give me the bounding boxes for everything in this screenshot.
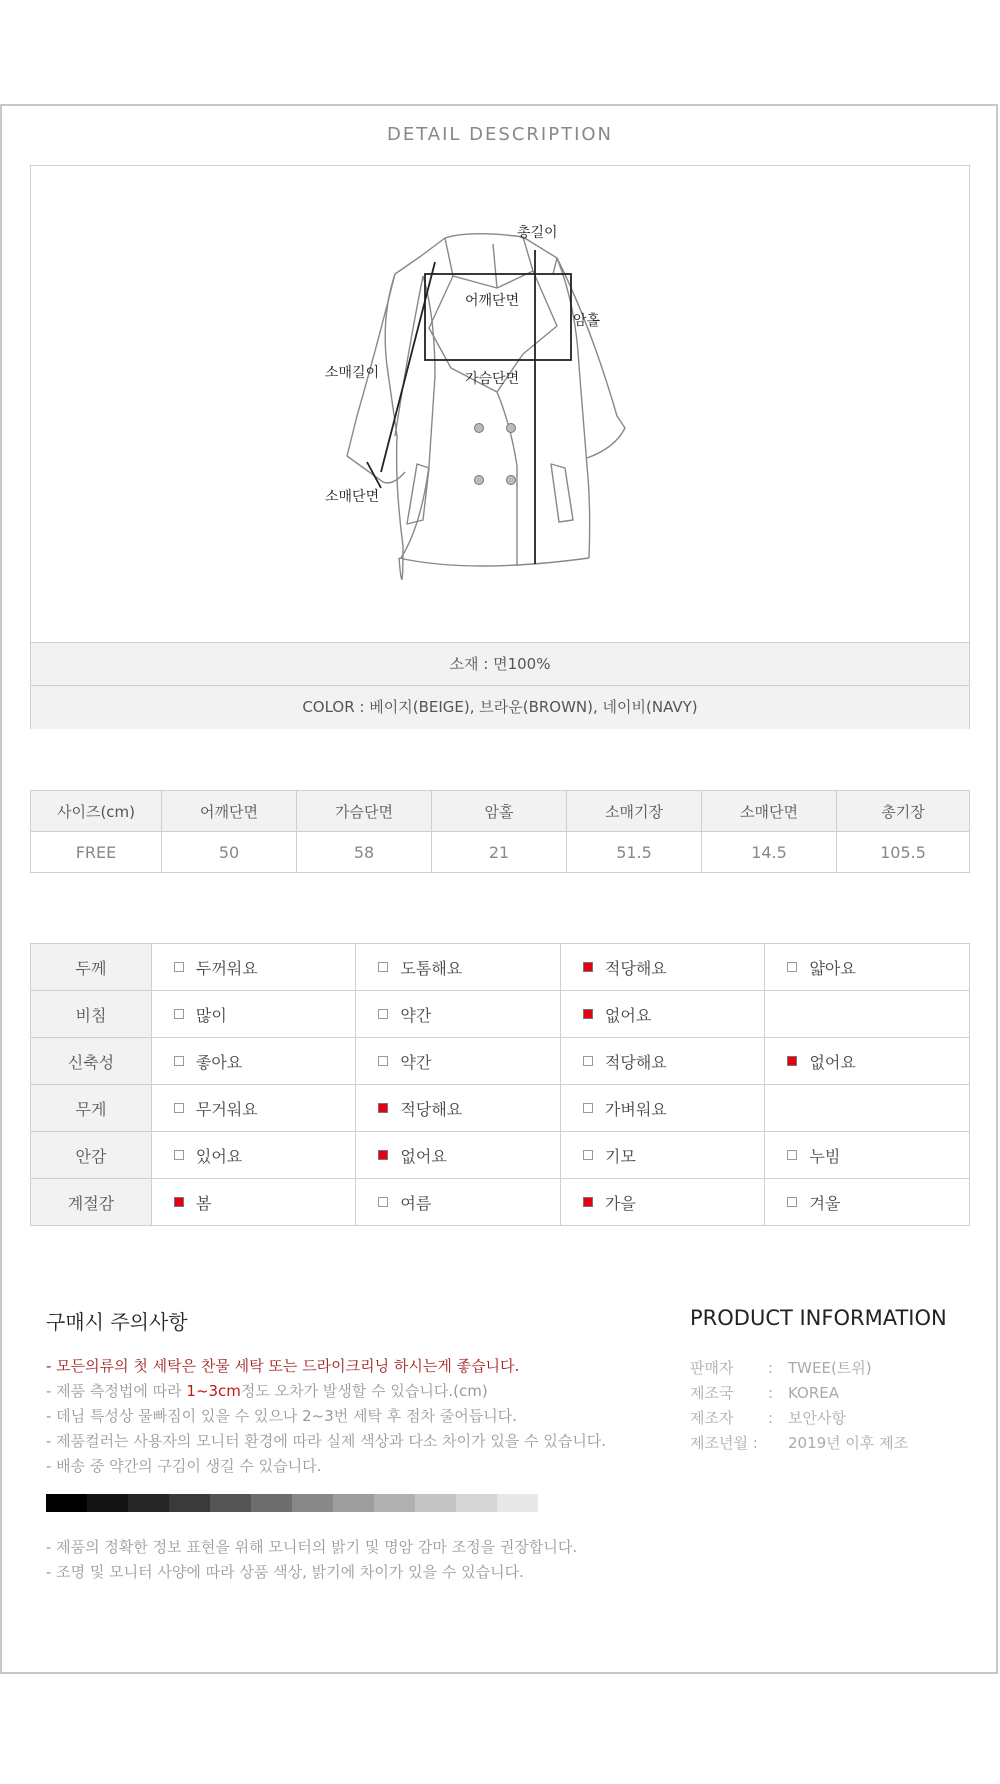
unchecked-checkbox[interactable] [378, 962, 388, 972]
color-row: COLOR : 베이지(BEIGE), 브라운(BROWN), 네이비(NAVY) [31, 685, 969, 729]
unchecked-checkbox[interactable] [174, 1103, 184, 1113]
attribute-option [560, 1038, 765, 1085]
checked-checkbox[interactable] [583, 1009, 593, 1019]
notice-item: - 조명 및 모니터 사양에 따라 상품 색상, 밝기에 차이가 있을 수 있습니다. [46, 1563, 524, 1581]
size-header-cell: 암홀 [432, 791, 567, 832]
unchecked-checkbox[interactable] [378, 1056, 388, 1066]
attribute-option [560, 1132, 765, 1179]
size-cell: 58 [297, 832, 432, 873]
unchecked-checkbox[interactable] [174, 1056, 184, 1066]
attribute-option [560, 1179, 765, 1226]
attribute-option-label: 적당해요 [604, 958, 667, 978]
attribute-row [31, 944, 970, 991]
attribute-row [31, 1132, 970, 1179]
notice-highlight: 1~3cm [186, 1382, 241, 1400]
label-total-length: 총길이 [517, 225, 558, 241]
size-header-cell: 총기장 [837, 791, 970, 832]
attribute-option [765, 1132, 970, 1179]
attribute-option [151, 991, 356, 1038]
attribute-row [31, 1179, 970, 1226]
unchecked-checkbox[interactable] [174, 1150, 184, 1160]
label-sleeve-length: 소매길이 [325, 365, 380, 381]
fabric-attribute-table [30, 943, 970, 1226]
checked-checkbox[interactable] [787, 1056, 797, 1066]
attribute-option-label: 약간 [400, 1005, 432, 1025]
size-table-header [31, 791, 970, 832]
gray-swatch [415, 1494, 456, 1512]
attribute-row [31, 1038, 970, 1085]
gray-swatch [87, 1494, 128, 1512]
attribute-option [356, 1085, 561, 1132]
monitor-notice-list [46, 1535, 577, 1585]
gray-swatch [497, 1494, 538, 1512]
attribute-row [31, 1085, 970, 1132]
unchecked-checkbox[interactable] [378, 1197, 388, 1207]
notice-item: - 제품 측정법에 따라 1~3cm정도 오차가 발생할 수 있습니다.(cm) [46, 1382, 488, 1400]
material-row: 소재 : 면100% [31, 642, 969, 686]
attribute-option-label: 얇아요 [809, 958, 856, 978]
unchecked-checkbox[interactable] [787, 1150, 797, 1160]
attribute-option [560, 944, 765, 991]
attribute-name: 계절감 [31, 1179, 152, 1226]
product-info-list [690, 1356, 908, 1456]
size-table [30, 790, 970, 873]
size-header-cell: 어깨단면 [162, 791, 297, 832]
empty-cell [765, 1085, 970, 1132]
size-cell: 21 [432, 832, 567, 873]
attribute-option-label: 여름 [400, 1193, 432, 1213]
label-chest-width: 가슴단면 [465, 371, 520, 387]
unchecked-checkbox[interactable] [583, 1150, 593, 1160]
attribute-option [765, 944, 970, 991]
size-cell: FREE [31, 832, 162, 873]
size-cell: 51.5 [567, 832, 702, 873]
notice-item: - 데님 특성상 물빠짐이 있을 수 있으나 2~3번 세탁 후 점차 줄어듭니다. [46, 1407, 518, 1425]
product-info-separator: : [768, 1359, 774, 1377]
unchecked-checkbox[interactable] [583, 1056, 593, 1066]
size-header-cell: 가슴단면 [297, 791, 432, 832]
gray-swatch [374, 1494, 415, 1512]
product-info-value: 보안사항 [788, 1409, 846, 1427]
attribute-option-label: 겨울 [809, 1193, 841, 1213]
attribute-name: 비침 [31, 991, 152, 1038]
gray-swatch [210, 1494, 251, 1512]
size-cell: 14.5 [702, 832, 837, 873]
unchecked-checkbox[interactable] [787, 962, 797, 972]
attribute-option-label: 무거워요 [195, 1099, 258, 1119]
attribute-option-label: 적당해요 [604, 1052, 667, 1072]
attribute-name: 안감 [31, 1132, 152, 1179]
empty-cell [765, 991, 970, 1038]
gray-swatch [169, 1494, 210, 1512]
attribute-option-label: 없어요 [400, 1146, 447, 1166]
checked-checkbox[interactable] [174, 1197, 184, 1207]
attribute-option-label: 두꺼워요 [195, 958, 258, 978]
attribute-option-label: 가을 [604, 1193, 636, 1213]
attribute-option-label: 약간 [400, 1052, 432, 1072]
checked-checkbox[interactable] [378, 1103, 388, 1113]
notice-item: - 제품의 정확한 정보 표현을 위해 모니터의 밝기 및 명암 감마 조정을 권장합니다. [46, 1538, 578, 1556]
gray-swatch [128, 1494, 169, 1512]
coat-illustration [31, 166, 969, 642]
notice-item: - 배송 중 약간의 구김이 생길 수 있습니다. [46, 1457, 322, 1475]
attribute-option-label: 적당해요 [400, 1099, 463, 1119]
attribute-option-label: 많이 [195, 1005, 227, 1025]
monitor-gray-scale [46, 1494, 538, 1512]
purchase-notice-title: 구매시 주의사항 [46, 1310, 188, 1334]
unchecked-checkbox[interactable] [583, 1103, 593, 1113]
unchecked-checkbox[interactable] [174, 1009, 184, 1019]
attribute-row [31, 991, 970, 1038]
checked-checkbox[interactable] [583, 1197, 593, 1207]
product-info-value: TWEE(트위) [788, 1359, 872, 1377]
product-info-title: PRODUCT INFORMATION [690, 1306, 947, 1330]
product-info-value: 2019년 이후 제조 [788, 1434, 909, 1452]
size-header-cell: 사이즈(cm) [31, 791, 162, 832]
attribute-option-label: 기모 [604, 1146, 636, 1166]
attribute-option [356, 1179, 561, 1226]
checked-checkbox[interactable] [378, 1150, 388, 1160]
page-title: DETAIL DESCRIPTION [386, 124, 614, 145]
product-info-row [690, 1381, 908, 1406]
unchecked-checkbox[interactable] [378, 1009, 388, 1019]
attribute-option-label: 누빔 [809, 1146, 841, 1166]
size-header-cell: 소매단면 [702, 791, 837, 832]
attribute-option [765, 1038, 970, 1085]
notice-item: - 모든의류의 첫 세탁은 찬물 세탁 또는 드라이크리닝 하시는게 좋습니다. [46, 1357, 520, 1375]
attribute-name: 무게 [31, 1085, 152, 1132]
attribute-option-label: 봄 [195, 1193, 212, 1213]
attribute-option [151, 1085, 356, 1132]
product-info-separator: : [768, 1384, 774, 1402]
size-diagram [31, 166, 969, 642]
notice-item: - 제품컬러는 사용자의 모니터 환경에 따라 실제 색상과 다소 차이가 있을 수 있습니다. [46, 1432, 607, 1450]
gray-swatch [46, 1494, 87, 1512]
product-info-key: 제조국 [690, 1384, 734, 1402]
gray-swatch [456, 1494, 497, 1512]
attribute-option [356, 991, 561, 1038]
attribute-option-label: 없어요 [604, 1005, 652, 1025]
attribute-option [356, 944, 561, 991]
size-cell: 105.5 [837, 832, 970, 873]
attribute-name: 두께 [31, 944, 152, 991]
unchecked-checkbox[interactable] [174, 962, 184, 972]
label-shoulder-width: 어깨단면 [465, 293, 520, 309]
product-info-key: 제조자 [690, 1409, 734, 1427]
attribute-option [765, 1179, 970, 1226]
attribute-option [560, 991, 765, 1038]
attribute-option [151, 1038, 356, 1085]
attribute-option-label: 좋아요 [195, 1052, 243, 1072]
product-info-value: KOREA [788, 1384, 839, 1402]
label-sleeve-width: 소매단면 [325, 489, 380, 505]
attribute-option [560, 1085, 765, 1132]
attribute-option [151, 944, 356, 991]
unchecked-checkbox[interactable] [787, 1197, 797, 1207]
product-info-row [690, 1356, 908, 1381]
attribute-option-label: 가벼워요 [604, 1099, 667, 1119]
attribute-name: 신축성 [31, 1038, 152, 1085]
product-info-row [690, 1406, 908, 1431]
attribute-option [356, 1132, 561, 1179]
gray-swatch [292, 1494, 333, 1512]
label-armhole: 암홀 [573, 313, 601, 329]
size-cell: 50 [162, 832, 297, 873]
gray-swatch [251, 1494, 292, 1512]
checked-checkbox[interactable] [583, 962, 593, 972]
product-info-separator: : [768, 1409, 774, 1427]
attribute-option-label: 도톰해요 [400, 958, 463, 978]
attribute-option-label: 있어요 [195, 1146, 243, 1166]
size-header-cell: 소매기장 [567, 791, 702, 832]
purchase-notice-list [46, 1354, 606, 1479]
attribute-option [151, 1132, 356, 1179]
attribute-option [356, 1038, 561, 1085]
product-info-key: 제조년월 : [690, 1434, 758, 1452]
product-info-key: 판매자 [690, 1359, 734, 1377]
attribute-option-label: 없어요 [809, 1052, 856, 1072]
attribute-option [151, 1179, 356, 1226]
size-table-row [31, 832, 970, 873]
gray-swatch [333, 1494, 374, 1512]
product-detail-box [30, 165, 970, 729]
product-info-row [690, 1431, 908, 1456]
